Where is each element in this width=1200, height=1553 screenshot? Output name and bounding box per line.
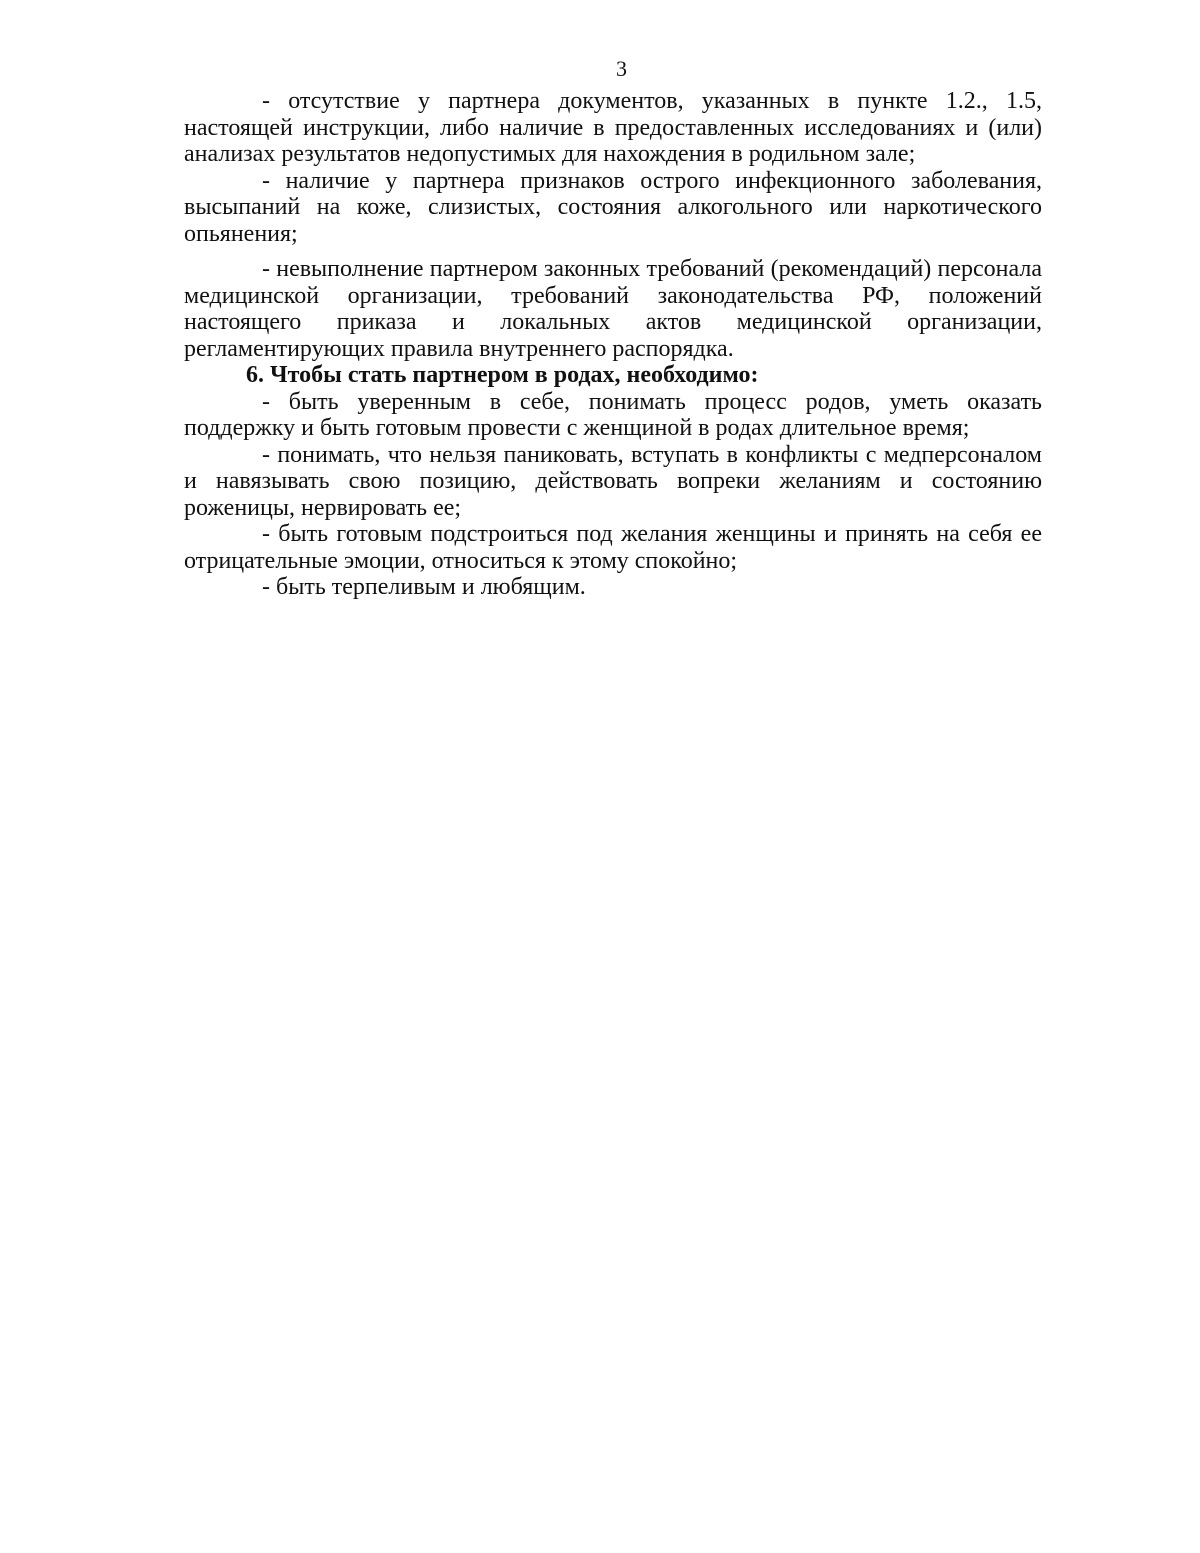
document-body (184, 88, 1042, 601)
paragraph-infection-signs: - наличие у партнера признаков острого инфекционного заболевания, высыпаний на коже, слизистых, состояния алкогольного или наркотического опьянения; (184, 167, 1042, 247)
paragraph-non-compliance: - невыполнение партнером законных требований (рекомендаций) персонала медицинской организации, требований законодательства РФ, положений настоящего приказа и локальных актов медицинской организации, регламентирующих правила внутреннего распорядка. (184, 256, 1042, 362)
paragraph-be-patient: - быть терпеливым и любящим. (262, 574, 586, 600)
paragraph-adapt-to-woman: - быть готовым подстроиться под желания женщины и принять на себя ее отрицательные эмоции, относиться к этому спокойно; (184, 521, 1042, 574)
page-number: 3 (616, 56, 627, 81)
paragraph-no-panic: - понимать, что нельзя паниковать, вступать в конфликты с медперсоналом и навязывать свою позицию, действовать вопреки желаниям и состоянию роженицы, нервировать ее; (184, 441, 1042, 521)
paragraph-missing-documents: - отсутствие у партнера документов, указанных в пункте 1.2., 1.5, настоящей инструкции, либо наличие в предоставленных исследованиях и (или) анализах результатов недопустимых для нахождения в родильном зале; (184, 88, 1042, 167)
paragraph-be-confident: - быть уверенным в себе, понимать процесс родов, уметь оказать поддержку и быть готовым провести с женщиной в родах длительное время; (184, 388, 1042, 441)
section-heading: 6. Чтобы стать партнером в родах, необходимо: (246, 362, 759, 388)
